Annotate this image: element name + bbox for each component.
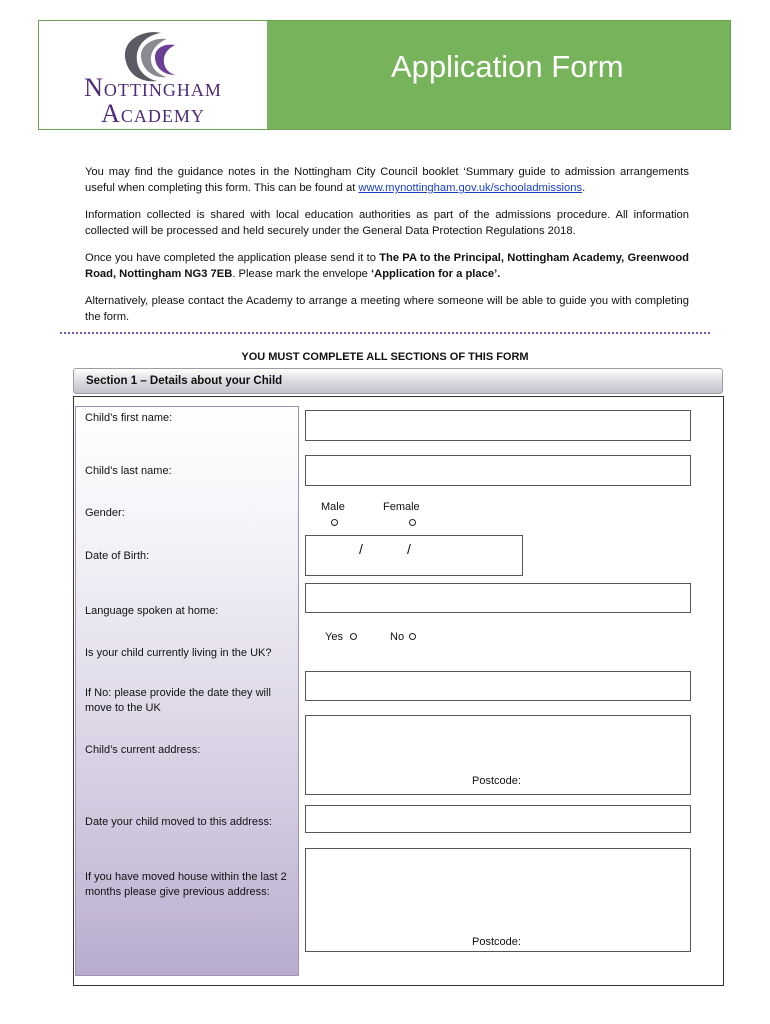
header-banner [38, 20, 731, 130]
in-uk-no-label: No [390, 631, 405, 643]
last-name-label: Child’s last name: [85, 465, 172, 477]
moved-date-label: Date your child moved to this address: [85, 816, 273, 828]
intro-paragraph-data-protection: Information collected is shared with local education authorities as part of the admissions procedure. All information collected will be processed and held securely under the General Data Protection Regulations 2018. [85, 209, 689, 237]
first-name-label: Child’s first name: [85, 412, 173, 424]
intro-paragraph-guidance: You may find the guidance notes in the Nottingham City Council booklet ‘Summary guide to admission arrangements useful when completing this form. This can be found at www.mynottingham.gov.uk/schooladmissions. [85, 166, 689, 194]
gender-male-label: Male [321, 501, 345, 513]
first-name-field[interactable] [305, 410, 691, 441]
address-postcode-label: Postcode: [472, 775, 521, 787]
intro-paragraph-send-to: Once you have completed the application please send it to The PA to the Principal, Nottingham Academy, Greenwood Road, Nottingham NG3 7EB. Please mark the envelope ‘Application for a place’. [85, 252, 689, 280]
previous-postcode-label: Postcode: [472, 936, 521, 948]
language-field[interactable] [305, 583, 691, 613]
dob-field[interactable] [305, 535, 523, 576]
dob-separator-2: / [407, 541, 411, 557]
guidance-link[interactable]: www.mynottingham.gov.uk/schooladmissions [358, 182, 583, 194]
gender-label: Gender: [85, 507, 125, 519]
logo-text-line2: Academy [101, 99, 205, 128]
in-uk-label: Is your child currently living in the UK? [85, 647, 272, 659]
in-uk-yes-label: Yes [325, 631, 343, 643]
previous-address-label: If you have moved house within the last 2 months please give previous address: [85, 871, 287, 898]
move-date-field[interactable] [305, 671, 691, 701]
intro-paragraph-contact: Alternatively, please contact the Academy to arrange a meeting where someone will be able to guide you with completing the form. [85, 295, 689, 323]
language-label: Language spoken at home: [85, 605, 219, 617]
move-date-label: If No: please provide the date they will move to the UK [85, 687, 271, 714]
gender-female-radio[interactable] [409, 519, 416, 526]
logo-text-line1: Nottingham [84, 73, 222, 102]
last-name-field[interactable] [305, 455, 691, 486]
gender-female-label: Female [383, 501, 420, 513]
form-title: Application Form [391, 49, 624, 84]
dob-separator-1: / [359, 541, 363, 557]
in-uk-no-radio[interactable] [409, 633, 416, 640]
must-complete-notice: YOU MUST COMPLETE ALL SECTIONS OF THIS FORM [241, 351, 529, 363]
dotted-divider [60, 332, 710, 334]
dob-label: Date of Birth: [85, 550, 150, 562]
address-label: Child’s current address: [85, 744, 201, 756]
moved-date-field[interactable] [305, 805, 691, 833]
section-1-header: Section 1 – Details about your Child [73, 368, 723, 394]
school-logo [39, 21, 267, 129]
gender-male-radio[interactable] [331, 519, 338, 526]
in-uk-yes-radio[interactable] [350, 633, 357, 640]
